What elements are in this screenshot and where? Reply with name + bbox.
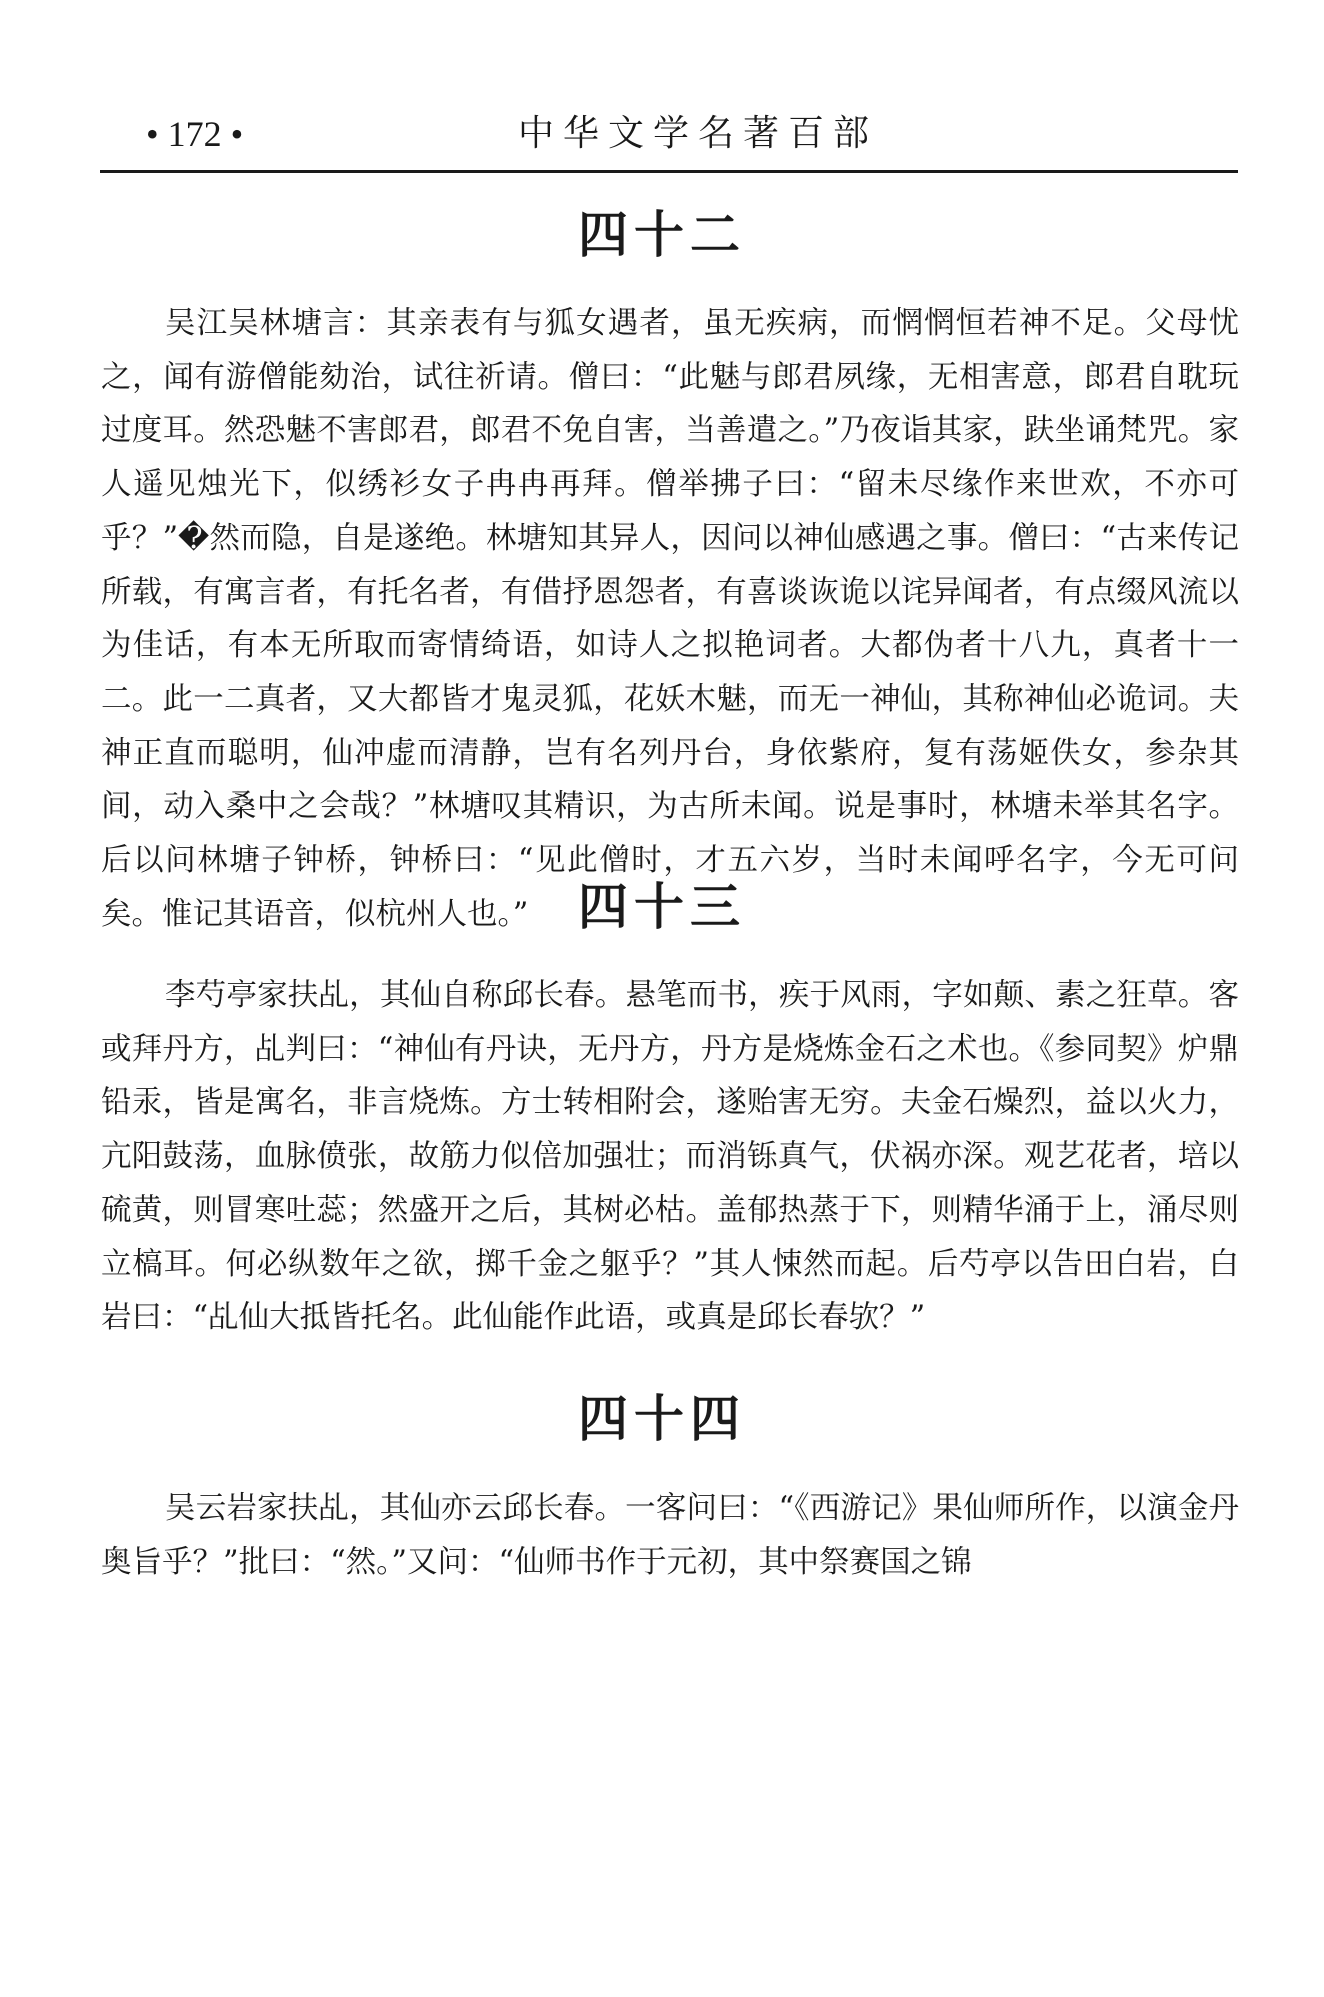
- section-body-43: 李芍亭家扶乩，其仙自称邱长春。悬笔而书，疾于风雨，字如颠、素之狂草。客或拜丹方，乩判曰：“神仙有丹诀，无丹方，丹方是烧炼金石之术也。《参同契》炉鼎铅汞，皆是寓名，非言烧炼。方士转相附会，遂贻害无穷。夫金石燥烈，益以火力，亢阳鼓荡，血脉偾张，故筋力似倍加强壮；而消铄真气，伏祸亦深。观艺花者，培以硫黄，则冒寒吐蕊；然盛开之后，其树必枯。盖郁热蒸于下，则精华涌于上，涌尽则立槁耳。何必纵数年之欲，掷千金之躯乎？”其人悚然而起。后芍亭以告田白岩，白岩曰：“乩仙大抵皆托名。此仙能作此语，或真是邱长春欤？”: [101, 978, 1239, 1336]
- series-title: 中华文学名著百部: [518, 113, 879, 154]
- section-body-44: 吴云岩家扶乩，其仙亦云邱长春。一客问曰：“《西游记》果仙师所作，以演金丹奥旨乎？”批曰：“然。”又问：“仙师书作于元初，其中祭赛国之锦: [101, 1491, 1239, 1580]
- section-title-43: 四十三: [578, 878, 746, 936]
- section-title-42: 四十二: [578, 206, 746, 264]
- running-header: [100, 104, 1238, 173]
- section-body-42: 吴江吴林塘言：其亲表有与狐女遇者，虽无疾病，而惘惘恒若神不足。父母忧之，闻有游僧能劾治，试往祈请。僧曰：“此魅与郎君夙缘，无相害意，郎君自耽玩过度耳。然恐魅不害郎君，郎君不免自害，当善遣之。”乃夜诣其家，趺坐诵梵咒。家人遥见烛光下，似绣衫女子冉冉再拜。僧举拂子曰：“留未尽缘作来世欢，不亦可乎？”�然而隐，自是遂绝。林塘知其异人，因问以神仙感遇之事。僧曰：“古来传记所载，有寓言者，有托名者，有借抒恩怨者，有喜谈诙诡以诧异闻者，有点缀风流以为佳话，有本无所取而寄情绮语，如诗人之拟艳词者。大都伪者十八九，真者十一二。此一二真者，又大都皆才鬼灵狐，花妖木魅，而无一神仙，其称神仙必诡词。夫神正直而聪明，仙冲虚而清静，岂有名列丹台，身依紫府，复有荡姬佚女，参杂其间，动入桑中之会哉？”林塘叹其精识，为古所未闻。说是事时，林塘未举其名字。后以问林塘子钟桥，钟桥曰：“见此僧时，才五六岁，当时未闻呼名字，今无可问矣。惟记其语音，似杭州人也。”: [101, 306, 1239, 932]
- section-title-44: 四十四: [578, 1390, 746, 1448]
- page-number: • 172 •: [146, 114, 244, 154]
